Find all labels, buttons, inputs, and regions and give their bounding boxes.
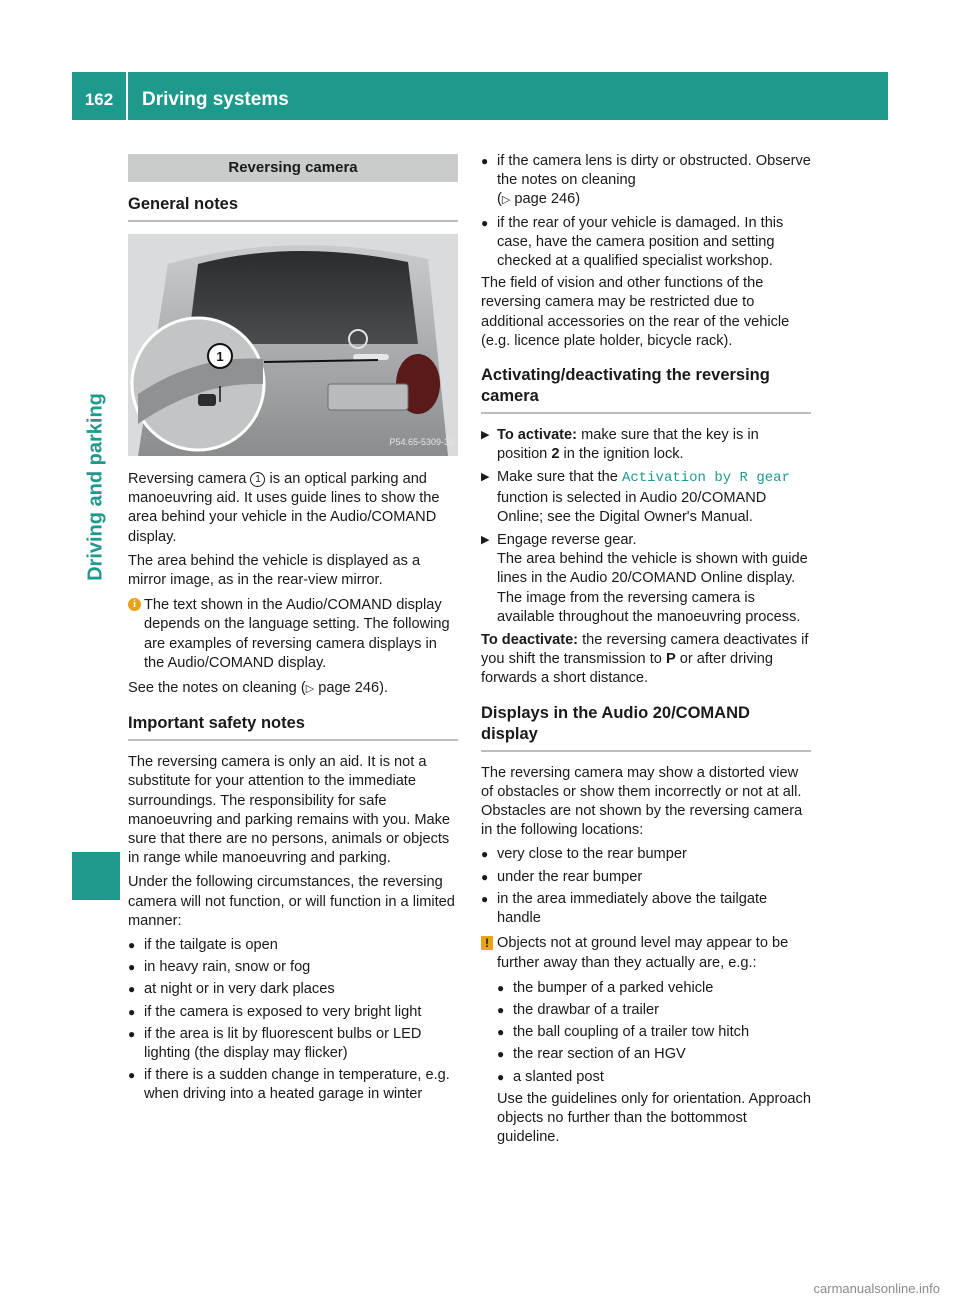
activate-heading: Activating/deactivating the reversing camera	[481, 365, 811, 414]
mirror-paragraph: The area behind the vehicle is displayed as a mirror image, as in the rear-view mirror.	[128, 552, 421, 589]
figure-callout-1: 1	[216, 349, 224, 364]
list-item: ● if the camera is exposed to very bright light	[128, 1003, 458, 1022]
activation-by-r-gear-label: Activation by R gear	[621, 470, 790, 487]
list-item: ● if the rear of your vehicle is damaged. In this case, have the camera position and setting checked at a qualified specialist workshop.	[481, 214, 784, 270]
bullet-icon: ●	[128, 938, 136, 953]
list-item: ● in the area immediately above the tailgate handle	[481, 890, 768, 927]
section-title: Reversing camera	[128, 154, 458, 182]
bullet-icon: ●	[497, 980, 505, 995]
bullet-icon: ●	[128, 1068, 136, 1083]
header-divider	[126, 72, 128, 120]
bullet-icon: ●	[497, 1002, 505, 1017]
bullet-icon: ●	[481, 154, 489, 168]
field-of-vision-paragraph: The field of vision and other functions of the reversing camera may be restricted due to additional accessories on the rear of the vehicle (e.g. licence plate holder, bicycle rack).	[481, 275, 790, 349]
reversing-camera-image	[128, 234, 458, 456]
info-note: i The text shown in the Audio/COMAND display depends on the language setting. The following are examples of reversing camera displays in the Audio/COMAND display.	[128, 596, 458, 673]
page-ref-arrow-icon: ▷	[305, 683, 315, 696]
safety-heading: Important safety notes	[128, 713, 458, 741]
side-tab-label: Driving and parking	[84, 393, 107, 581]
watermark: carmanualsonline.info	[813, 1281, 940, 1296]
chapter-title: Driving systems	[142, 89, 289, 110]
bullet-icon: ●	[128, 1026, 136, 1041]
car-rear-illustration	[128, 234, 458, 456]
info-icon: i	[128, 598, 141, 611]
warning-note: ! Objects not at ground level may appear to be further away than they actually are, e.g.:	[481, 934, 811, 972]
bullet-icon: ●	[481, 847, 489, 862]
left-column	[128, 152, 458, 1108]
list-item: ● very close to the rear bumper	[481, 845, 811, 864]
intro-paragraph: Reversing camera 1 is an optical parking and manoeuvring aid. It uses guide lines to show the area behind your vehicle in the Audio/COMAND display.	[128, 471, 440, 545]
bullet-icon: ●	[128, 982, 136, 997]
displays-heading: Displays in the Audio 20/COMAND display	[481, 703, 811, 752]
list-item: ● in heavy rain, snow or fog	[128, 958, 458, 977]
list-item: ● under the rear bumper	[481, 868, 811, 887]
guideline-paragraph: Use the guidelines only for orientation. Approach objects no further than the bottommost guideline.	[497, 1090, 811, 1146]
list-item: ● the ball coupling of a trailer tow hitch	[497, 1023, 811, 1042]
step-arrow-icon: ▶	[481, 471, 490, 484]
safety-paragraph-2: Under the following circumstances, the reversing camera will not function, or will function in a limited manner:	[128, 874, 455, 929]
list-item: ● the drawbar of a trailer	[497, 1001, 811, 1020]
bullet-icon: ●	[128, 1004, 136, 1019]
displays-paragraph: The reversing camera may show a distorted view of obstacles or show them incorrectly or not at all. Obstacles are not shown by the reversing camera in the following locations:	[481, 764, 803, 839]
bullet-icon: ●	[481, 869, 489, 884]
bullet-icon: ●	[497, 1047, 505, 1062]
general-notes-heading: General notes	[128, 194, 458, 222]
list-item: ● if the camera lens is dirty or obstructed. Observe the notes on cleaning (▷ page 246)	[481, 153, 811, 208]
step-activate: ▶ To activate: make sure that the key is in position 2 in the ignition lock.	[481, 427, 759, 463]
step-select-function: ▶ Make sure that the Activation by R gear function is selected in Audio 20/COMAND Online; see the Digital Owner's Manual.	[481, 469, 790, 525]
step-engage-reverse: ▶ Engage reverse gear. The area behind the vehicle is shown with guide lines in the Audio 20/COMAND Online display. The image from the reversing camera is available throughout the manoeuvring process.	[481, 532, 808, 625]
side-tab	[72, 132, 120, 842]
right-column	[481, 152, 811, 1152]
deactivate-paragraph: To deactivate: the reversing camera deactivates if you shift the transmission to P or after driving forwards a short distance.	[481, 632, 809, 687]
bullet-icon: ●	[481, 215, 489, 230]
list-item: ● the rear section of an HGV	[497, 1045, 811, 1064]
list-item: ● if there is a sudden change in temperature, e.g. when driving into a heated garage in winter	[128, 1067, 450, 1103]
bullet-icon: ●	[497, 1025, 505, 1040]
bullet-icon: ●	[497, 1069, 505, 1084]
list-item: ● if the tailgate is open	[128, 936, 458, 955]
safety-paragraph-1: The reversing camera is only an aid. It is not a substitute for your attention to the immediate surroundings. The responsibility for safe manoeuvring and parking remains with you. Make sure that there are no persons, animals or objects in range while manoeuvring and parking.	[128, 754, 451, 867]
page-header	[72, 72, 888, 120]
bullet-icon: ●	[481, 891, 489, 906]
step-arrow-icon: ▶	[481, 534, 490, 547]
bullet-icon: ●	[128, 960, 136, 975]
page-ref-arrow-icon: ▷	[501, 194, 511, 207]
list-item: ● if the area is lit by fluorescent bulbs or LED lighting (the display may flicker)	[128, 1025, 422, 1062]
callout-1-icon: 1	[250, 472, 265, 487]
list-item: ● at night or in very dark places	[128, 980, 458, 999]
page-number: 162	[84, 90, 114, 109]
warning-icon: !	[481, 936, 493, 950]
list-item: ● a slanted post	[497, 1068, 811, 1087]
list-item: ● the bumper of a parked vehicle	[497, 979, 811, 998]
step-arrow-icon: ▶	[481, 429, 490, 442]
see-notes-paragraph: See the notes on cleaning (▷ page 246).	[128, 680, 388, 697]
figure-code: P54.65-5309-31	[389, 436, 454, 447]
side-tab-marker	[72, 852, 120, 900]
